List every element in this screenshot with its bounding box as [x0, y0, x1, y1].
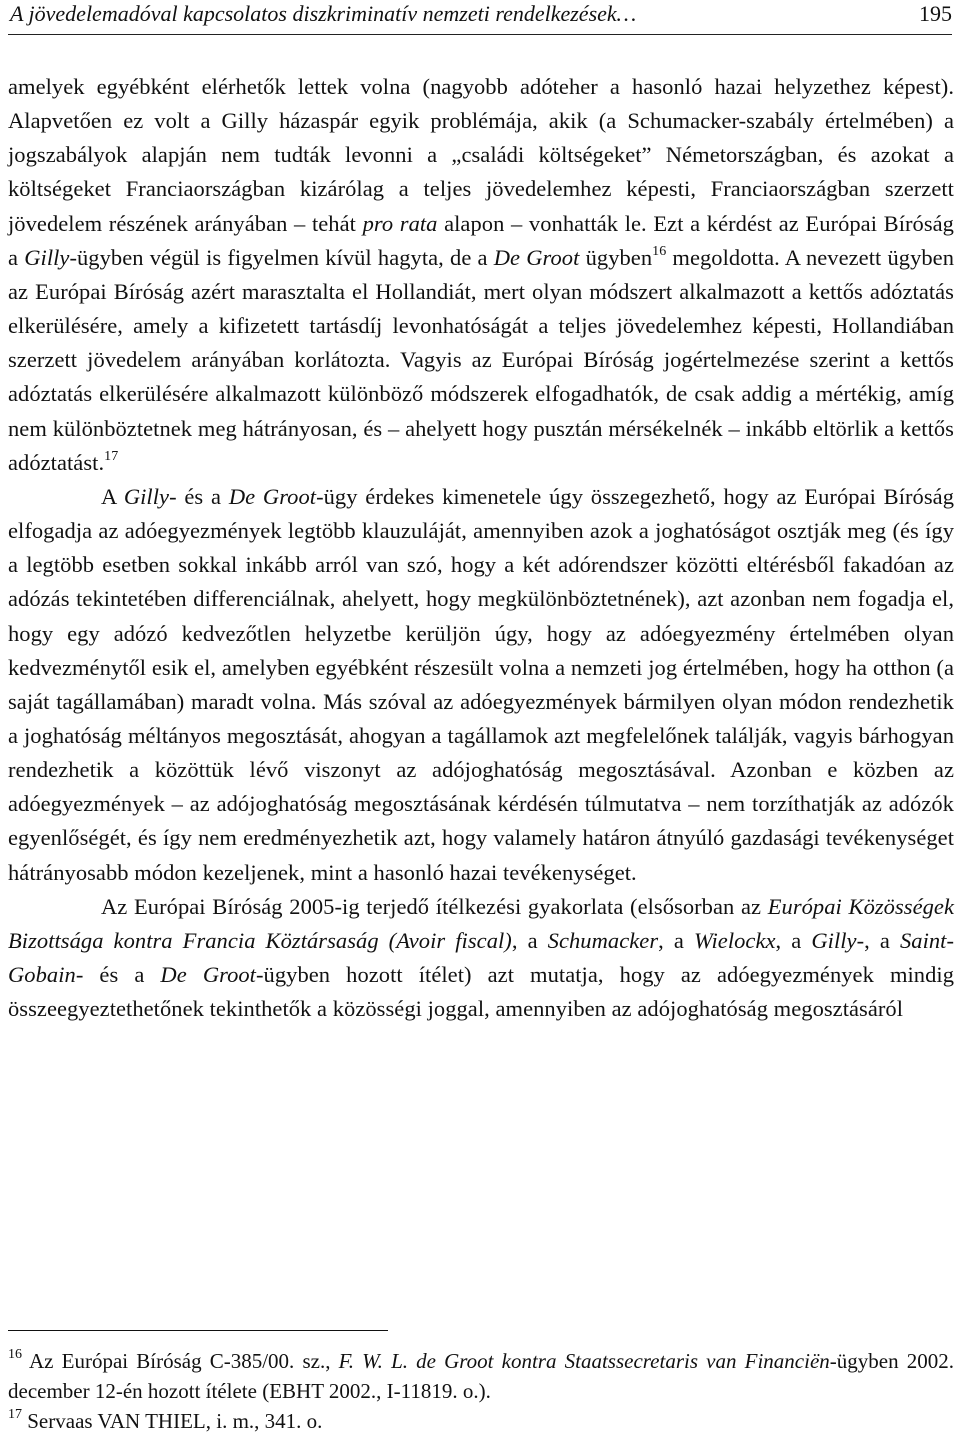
text-run: , a — [775, 927, 812, 953]
running-header-title: A jövedelemadóval kapcsolatos diszkriminatív nemzeti rendelkezések… — [10, 1, 637, 26]
text-run: A — [101, 483, 124, 509]
footnote-ref: 17 — [8, 1407, 22, 1422]
italic-text: Gilly — [123, 483, 170, 509]
text-run: amelyek egyébként elérhetők lettek volna (nagyobb adóteher a hasonló hazai helyzethez képest). Alapvetően ez volt a Gilly házaspár egyik problémája, akik (a Schumacker-szabály értelmében) a jogszabályok alapján nem tudták levonni a „családi költségeket” Németországban, és azokat a költségeket Franciaországban kizárólag a teljes jövedelemhez képesti, Franciaországban szerzett jövedelem részének arányában – tehát — [8, 74, 954, 236]
paragraph — [8, 480, 954, 890]
italic-text: Wielockx — [693, 927, 776, 953]
footnote-separator — [8, 1330, 388, 1331]
running-header — [10, 0, 954, 28]
text-run: alapon – vonhatták le. Ezt a kérdést az Európai Bíróság a — [8, 210, 954, 270]
italic-text: Schumacker — [547, 927, 659, 953]
text-run: - és a — [169, 483, 229, 509]
italic-text: Saint-Gobain — [8, 927, 955, 988]
text-run: Servaas VAN THIEL, i. m., 341. o. — [22, 1409, 323, 1433]
text-run: -ügyben végül is figyelmen kívül hagyta, de a — [69, 244, 494, 270]
italic-text: Gilly — [811, 927, 857, 953]
text-run: -ügyben hozott ítélet) azt mutatja, hogy az adóegyezmények mindig összeegyeztethetőnek tekinthetők a közösségi joggal, amennyiben az adójoghatóság megosztásáról — [8, 962, 954, 1022]
footnote-ref: 16 — [8, 1347, 22, 1362]
italic-text: Gilly — [24, 244, 70, 270]
italic-text: pro rata — [362, 210, 438, 236]
text-run: - és a — [75, 962, 161, 988]
italic-text: De Groot — [160, 962, 256, 988]
text-run: -ügy érdekes kimenetele úgy összegezhető, hogy az Európai Bíróság elfogadja az adóegyezmények legtöbb klauzuláját, amennyiben azok a joghatóságot osztják meg (és így a legtöbb esetben sokkal inkább arról van szó, hogy a két adórendszer közötti eltérésből fakadóan az adózás tekintetében differenciálnak, ahelyett, hogy megkülönböztetnének), azt azonban nem fogadja el, hogy egy adózó kedvezőtlen helyzetbe kerüljön úgy, hogy az adóegyezmény értelmében olyan kedvezménytől esik el, amelyben egyébként részesült volna a nemzeti jog értelmében, hogy ha otthon (a saját tagállamában) maradt volna. Más szóval az adóegyezmények bármilyen olyan módon rendezhetik a joghatóság méltányos megosztását, ahogyan a tagállamok azt megfelelőnek találják, vagyis bárhogyan rendezhetik a közöttük lévő viszonyt az adójoghatóság megosztásával. Azonban e közben az adóegyezmények – az adójoghatóság megosztásának kérdésén túlmutatva – nem torzíthatják az adózók egyenlőségét, és így nem eredményezhetik azt, hogy valamely határon átnyúló gazdasági tevékenységet hátrányosabb módon kezeljenek, mint a hasonló hazai tevékenységet. — [8, 483, 954, 885]
text-run: -, a — [856, 927, 900, 953]
italic-text: De Groot — [493, 244, 580, 270]
italic-text: F. W. L. de Groot kontra Staatssecretaris van Financiën — [338, 1349, 830, 1373]
footnotes — [8, 1346, 954, 1436]
italic-text: De Groot — [228, 483, 317, 509]
text-run: , a — [658, 927, 694, 953]
body-text — [8, 70, 954, 1026]
text-run: megoldotta. A nevezett ügyben az Európai Bíróság azért marasztalta el Hollandiát, mert olyan módszert alkalmazott a kettős adóztatás elkerülésére, amely a kifizetett tartásdíj levonhatóságát a teljes jövedelemhez képesti, Hollandiában szerzett jövedelem arányában korlátozta. Vagyis az Európai Bíróság jogértelmezése szerint a kettős adóztatás elkerülésére alkalmazott különböző módszerek elfogadhatók, de csak addig a mértékig, amíg nem különböztetnek meg hátrányosan, és – ahelyett hogy pusztán mérsékelnék – inkább eltörlik a kettős adóztatást. — [8, 244, 955, 475]
header-rule — [8, 34, 952, 35]
text-run: , a — [511, 927, 548, 953]
paragraph — [8, 70, 954, 480]
text-run: ügyben — [579, 244, 653, 270]
text-run: Az Európai Bíróság C-385/00. sz., — [22, 1349, 339, 1373]
footnote-ref: 17 — [104, 448, 119, 464]
paragraph — [8, 890, 954, 1027]
footnote — [8, 1406, 954, 1436]
text-run: Az Európai Bíróság 2005-ig terjedő ítélkezési gyakorlata (elsősorban az — [101, 893, 768, 919]
footnote-ref: 16 — [652, 243, 667, 259]
footnote — [8, 1346, 954, 1406]
italic-text: Európai Közösségek Bizottsága kontra Francia Köztársaság (Avoir fiscal) — [8, 893, 954, 953]
text-run: -ügyben 2002. december 12-én hozott ítélete (EBHT 2002., I-11819. o.). — [8, 1349, 954, 1403]
page-number: 195 — [919, 1, 952, 26]
